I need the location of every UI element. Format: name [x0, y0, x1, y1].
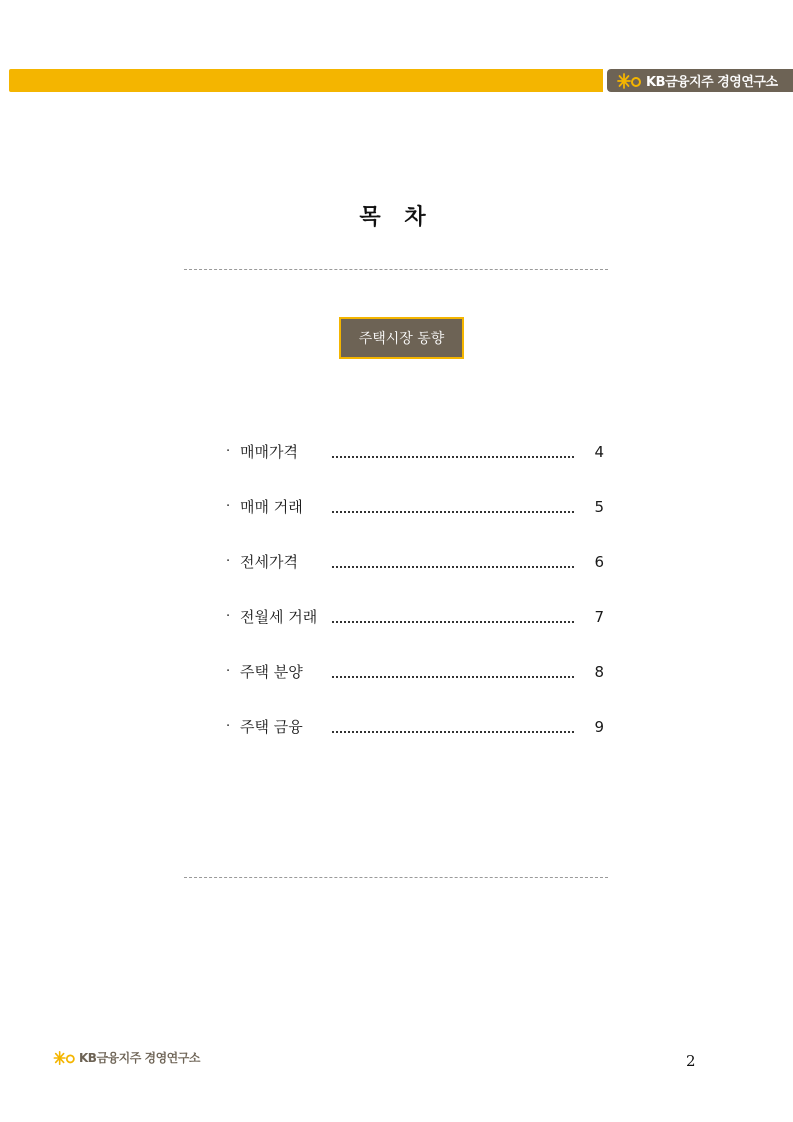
- toc-item-label: 매매 거래: [240, 498, 303, 516]
- toc-item-label: 주택 금융: [240, 718, 303, 736]
- toc-item[interactable]: [226, 644, 606, 699]
- toc-dot-leader: [332, 456, 574, 458]
- toc-item[interactable]: [226, 699, 606, 754]
- toc-bullet: ·: [226, 609, 231, 624]
- page-number: 2: [686, 1052, 696, 1070]
- toc-bullet: ·: [226, 444, 231, 459]
- toc-item-page: 6: [594, 552, 604, 571]
- toc-dot-leader: [332, 511, 574, 513]
- toc-bullet: ·: [226, 664, 231, 679]
- kb-star-icon: [53, 1050, 77, 1066]
- toc-item-page: 4: [594, 442, 604, 461]
- toc-dot-leader: [332, 621, 574, 623]
- toc-item[interactable]: [226, 589, 606, 644]
- toc-item[interactable]: [226, 424, 606, 479]
- footer-brand: [53, 1049, 200, 1066]
- kb-star-icon: [617, 72, 643, 90]
- header-brand-name: KB금융지주 경영연구소: [646, 75, 778, 90]
- section-heading-label: 주택시장 동향: [358, 331, 445, 347]
- toc-item-label: 매매가격: [240, 443, 298, 461]
- toc-item-page: 5: [594, 497, 604, 516]
- toc-item[interactable]: [226, 534, 606, 589]
- page-title: 목 차: [359, 205, 434, 230]
- toc-item-page: 7: [594, 607, 604, 626]
- toc-dot-leader: [332, 566, 574, 568]
- footer-brand-name: KB금융지주 경영연구소: [79, 1051, 200, 1065]
- toc-dot-leader: [332, 731, 574, 733]
- toc-dot-leader: [332, 676, 574, 678]
- bottom-divider: [184, 877, 608, 878]
- section-heading-box: [339, 317, 464, 359]
- toc-bullet: ·: [226, 499, 231, 514]
- header-brand-tab: [607, 69, 793, 92]
- toc-item-label: 전세가격: [240, 553, 298, 571]
- toc-bullet: ·: [226, 719, 231, 734]
- toc-item-page: 9: [594, 717, 604, 736]
- top-divider: [184, 269, 608, 270]
- header-yellow-bar: [9, 69, 603, 92]
- toc-item[interactable]: [226, 479, 606, 534]
- toc-item-label: 주택 분양: [240, 663, 303, 681]
- toc-list: [226, 424, 606, 754]
- toc-item-label: 전월세 거래: [240, 608, 318, 626]
- toc-item-page: 8: [594, 662, 604, 681]
- toc-bullet: ·: [226, 554, 231, 569]
